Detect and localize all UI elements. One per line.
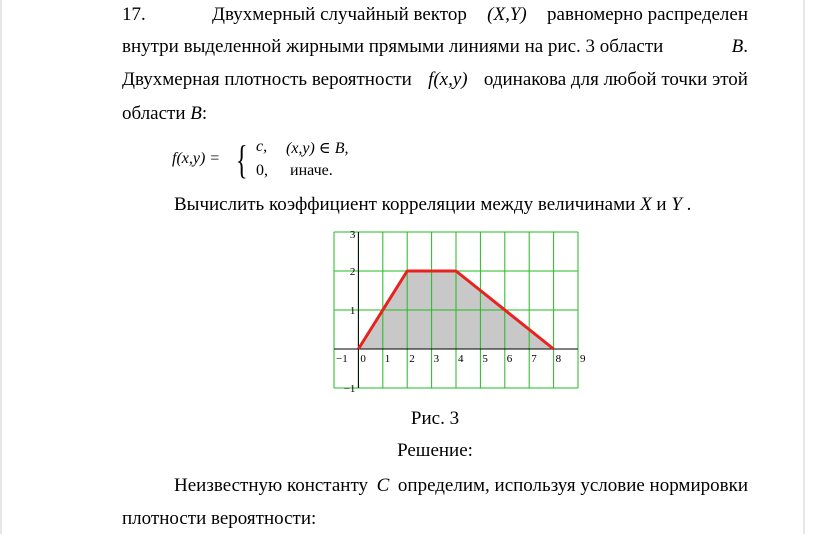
task-line: Вычислить коэффициент корреляции между величинами X и Y . <box>174 194 692 215</box>
x-tick-label: 2 <box>409 353 415 365</box>
right-margin-bar <box>803 0 805 534</box>
density-formula <box>172 138 432 186</box>
y-tick-label: 1 <box>349 305 356 317</box>
x-tick-label: 5 <box>482 353 488 365</box>
x-tick-label: 0 <box>360 353 366 365</box>
density-symbol: f(x,y) <box>428 69 468 90</box>
x-tick-label: 4 <box>458 353 464 365</box>
problem-line-1: 17. Двухмерный случайный вектор (X,Y) равномерно распределен <box>122 4 748 25</box>
problem-line-2: внутри выделенной жирными прямыми линиями на рис. 3 области B. <box>122 36 748 57</box>
solution-heading: Решение: <box>397 440 473 461</box>
problem-line-4: области B: <box>122 103 208 124</box>
x-tick-label: 3 <box>433 353 440 365</box>
case2-condition: иначе. <box>290 162 333 179</box>
problem-line-3: Двухмерная плотность вероятности f(x,y) одинакова для любой точки этой <box>122 69 748 90</box>
solution-line-1: Неизвестную константу C определим, используя условие нормировки <box>174 475 748 496</box>
constant-c: C <box>376 475 390 496</box>
figure-caption: Рис. 3 <box>410 408 460 429</box>
region-figure <box>320 228 600 393</box>
x-tick-label: −1 <box>336 353 348 365</box>
case2-value: 0, <box>256 162 268 179</box>
x-tick-label: 8 <box>555 353 562 365</box>
case1-condition: (x,y) ∈ B, <box>286 140 349 157</box>
vector-xy: (X,Y) <box>487 4 527 25</box>
case1-value: c, <box>256 138 268 155</box>
x-tick-label: 7 <box>531 353 537 365</box>
region-symbol: B <box>731 36 744 57</box>
x-tick-label: 9 <box>580 353 586 365</box>
problem-number: 17. <box>122 4 146 25</box>
y-tick-label: 2 <box>349 266 356 278</box>
y-tick-label: 3 <box>349 229 356 241</box>
y-tick-label: −1 <box>343 383 356 393</box>
left-brace: { <box>236 137 248 182</box>
formula-lhs: f(x,y) = <box>172 150 221 167</box>
x-tick-label: 1 <box>384 353 391 365</box>
solution-line-2: плотности вероятности: <box>122 508 317 529</box>
x-tick-label: 6 <box>506 353 513 365</box>
left-margin-bar <box>0 0 2 534</box>
